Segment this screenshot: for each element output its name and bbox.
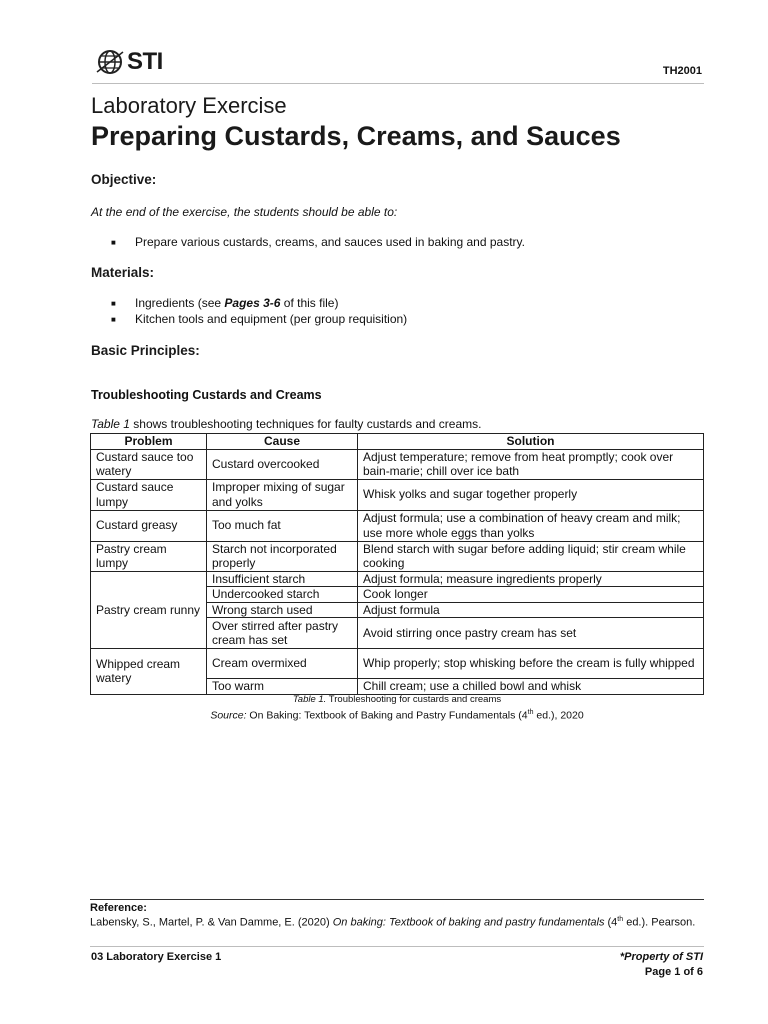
cause-cell: Over stirred after pastry cream has set — [207, 618, 358, 649]
materials-bullet-ingredients — [111, 296, 338, 312]
sti-logo — [96, 46, 163, 78]
solution-cell: Cook longer — [358, 587, 704, 603]
table-intro — [91, 417, 481, 431]
header-problem: Problem — [91, 434, 207, 450]
problem-cell: Custard sauce lumpy — [91, 479, 207, 510]
solution-cell: Whip properly; stop whisking before the cream is fully whipped — [358, 649, 704, 679]
problem-cell: Custard greasy — [91, 510, 207, 541]
cause-cell: Wrong starch used — [207, 602, 358, 618]
footer-property: *Property of STI — [619, 951, 703, 963]
reference-authors: Labensky, S., Martel, P. & Van Damme, E. (2020) — [90, 916, 333, 929]
cause-cell: Insufficient starch — [207, 571, 358, 587]
materials-bullet-tools — [111, 312, 407, 328]
materials-item1-suffix: of this file) — [280, 296, 339, 310]
troubleshooting-table — [90, 433, 704, 695]
globe-icon — [96, 48, 124, 76]
document-code: TH2001 — [662, 65, 702, 77]
caption-text: Troubleshooting for custards and creams — [326, 694, 502, 705]
cause-cell: Improper mixing of sugar and yolks — [207, 479, 358, 510]
caption-label: Table 1. — [292, 694, 327, 705]
page-number: Page 1 of 6 — [644, 966, 703, 978]
cause-cell: Undercooked starch — [207, 587, 358, 603]
materials-item2-text: Kitchen tools and equipment (per group requisition) — [135, 312, 408, 326]
table-source — [90, 709, 704, 722]
table-row — [91, 541, 704, 571]
reference-edition-sup: th — [617, 916, 624, 923]
solution-cell: Avoid stirring once pastry cream has set — [358, 618, 704, 649]
table-row — [91, 510, 704, 541]
principles-heading: Basic Principles: — [91, 343, 200, 358]
reference-edition-pre: (4 — [604, 916, 618, 929]
reference-heading: Reference: — [90, 902, 147, 914]
objective-bullet — [111, 235, 525, 251]
problem-cell: Custard sauce too watery — [91, 449, 207, 479]
materials-heading: Materials: — [91, 265, 155, 280]
solution-cell: Chill cream; use a chilled bowl and whisk — [358, 679, 704, 695]
reference-title: On baking: Textbook of baking and pastry fundamentals — [332, 916, 605, 929]
objective-bullet-text: Prepare various custards, creams, and sauces used in baking and pastry. — [135, 235, 525, 249]
reference-divider — [90, 899, 704, 900]
bullet-icon: ■ — [111, 315, 116, 324]
cause-cell: Cream overmixed — [207, 649, 358, 679]
bullet-icon: ■ — [111, 238, 116, 247]
source-end: ed.), 2020 — [533, 709, 584, 722]
footer-label: 03 Laboratory Exercise 1 — [91, 951, 222, 963]
reference-edition-post: ed.). Pearson. — [623, 916, 696, 929]
cause-cell: Too much fat — [207, 510, 358, 541]
table-row — [91, 649, 704, 679]
objective-intro: At the end of the exercise, the students should be able to: — [91, 205, 398, 219]
table-row — [91, 449, 704, 479]
table-row — [91, 571, 704, 587]
table-row — [91, 479, 704, 510]
table-caption — [90, 694, 704, 705]
troubleshooting-subheading: Troubleshooting Custards and Creams — [91, 388, 322, 402]
reference-citation — [90, 916, 695, 929]
document-title: Preparing Custards, Creams, and Sauces — [91, 121, 621, 151]
source-edition-sup: th — [527, 709, 534, 716]
bullet-icon: ■ — [111, 299, 116, 308]
source-label: Source: — [210, 709, 247, 722]
solution-cell: Adjust temperature; remove from heat promptly; cook over bain-marie; chill over ice bath — [358, 449, 704, 479]
solution-cell: Adjust formula; measure ingredients properly — [358, 571, 704, 587]
cause-cell: Starch not incorporated properly — [207, 541, 358, 571]
solution-cell: Whisk yolks and sugar together properly — [358, 479, 704, 510]
objective-heading: Objective: — [91, 172, 157, 187]
header-divider — [92, 83, 704, 84]
problem-cell: Whipped cream watery — [91, 649, 207, 695]
materials-item1-text: Ingredients (see — [135, 296, 225, 310]
cause-cell: Too warm — [207, 679, 358, 695]
solution-cell: Adjust formula; use a combination of heavy cream and milk; use more whole eggs than yolks — [358, 510, 704, 541]
table-header-row — [91, 434, 704, 450]
header-solution: Solution — [358, 434, 704, 450]
logo-text: STI — [127, 48, 163, 75]
header-cause: Cause — [207, 434, 358, 450]
document-type-title: Laboratory Exercise — [91, 93, 287, 118]
materials-pages-ref: Pages 3-6 — [224, 296, 281, 310]
problem-cell: Pastry cream lumpy — [91, 541, 207, 571]
solution-cell: Blend starch with sugar before adding liquid; stir cream while cooking — [358, 541, 704, 571]
problem-cell: Pastry cream runny — [91, 571, 207, 649]
cause-cell: Custard overcooked — [207, 449, 358, 479]
table-ref: Table 1 — [91, 417, 130, 431]
solution-cell: Adjust formula — [358, 602, 704, 618]
footer-divider — [90, 946, 704, 947]
source-text: On Baking: Textbook of Baking and Pastry Fundamentals (4 — [246, 709, 528, 722]
table-intro-text: shows troubleshooting techniques for faulty custards and creams. — [129, 417, 482, 431]
